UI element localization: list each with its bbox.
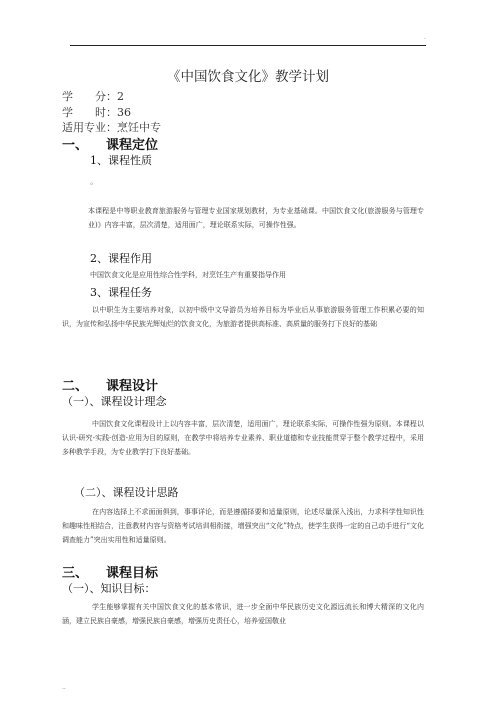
credit-label: 学 分： (62, 90, 117, 103)
subsection-3-1-title: （一）、知识目标： (62, 582, 156, 595)
section-1-title: 课程定位 (106, 138, 159, 153)
credit-row (62, 88, 124, 104)
corner-mark: . (424, 34, 426, 41)
section-2-number: 二、 (62, 379, 89, 394)
footer-mark: .. (62, 684, 66, 691)
subsection-1-2-text: 中国饮食文化是应用性综合性学科，对烹饪生产有重要指导作用 (90, 271, 286, 279)
major-row (62, 119, 161, 135)
subsection-1-1-title: 1、课程性质 (90, 154, 152, 167)
credit-value: 2 (117, 90, 124, 103)
subsection-1-2-title: 2、课程作用 (90, 252, 152, 265)
section-3-heading (62, 562, 158, 581)
hours-row (62, 104, 131, 120)
hours-value: 36 (117, 106, 131, 119)
subsection-1-3-text: 以中职生为主要培养对象，以初中级中文导游员为培养目标为毕业后从事旅游服务管理工作积累必要的知识，为宣传和弘扬中华民族光辉灿烂的饮食文化，为旅游者提供高标准、高质量的服务打下良好的基础 (62, 306, 424, 328)
subsection-3-1-text: 学生能够掌握有关中国饮食文化的基本常识，进一步全面中华民族历史文化源远流长和博大精深的文化内涵，建立民族自豪感，增强民族自豪感，增强历史责任心，培养爱国敬业 (62, 603, 424, 625)
section-2-title: 课程设计 (106, 379, 159, 394)
section-1-number: 一、 (62, 138, 89, 153)
header-rule (70, 45, 426, 46)
subsection-2-1-title: （一）、课程设计理念 (62, 395, 167, 408)
section-3-title: 课程目标 (106, 566, 159, 581)
major-value: 烹饪中专 (117, 121, 161, 134)
hours-label: 学 时： (62, 106, 117, 119)
major-label: 适用专业： (62, 121, 117, 134)
section-3-number: 三、 (62, 566, 89, 581)
section-2-heading (62, 375, 158, 394)
section-1-heading (62, 134, 158, 153)
subsection-2-2-text: 在内容选择上不求面面俱到，事事详论，而是遵循择要和适量原则，论述尽量深入浅出，力求科学性知识性和趣味性相结合，注意教材内容与资格考试培训相衔接，增强突出“文化”特点，使学生获得一定的自己动手进行“文化调查能力”突出实用性和适量原则。 (62, 508, 424, 544)
document-title: 《中国饮食文化》教学计划 (167, 69, 329, 85)
subsection-2-2-title: （二）、课程设计思路 (74, 486, 179, 499)
subsection-1-3-title: 3、课程任务 (90, 286, 152, 299)
bullet-dot: 。 (90, 177, 98, 186)
subsection-1-1-text: 本课程是中等职业教育旅游服务与管理专业国家规划教材，为专业基础课。中国饮食文化(旅游服务与管理专业)》内容丰富，层次清楚，适用面广，理论联系实际，可操作性强。 (88, 207, 424, 229)
subsection-2-1-text: 中国饮食文化课程设计上以内容丰富，层次清楚，适用面广，理论联系实际，可操作性强为原则。本课程以认识-研究-实践-创造-应用为目的原则，在教学中将培养专业素养、职业道德和专业技能贯穿于整个教学过程中，采用多种教学手段，为专业教学打下良好基础。 (62, 420, 424, 456)
